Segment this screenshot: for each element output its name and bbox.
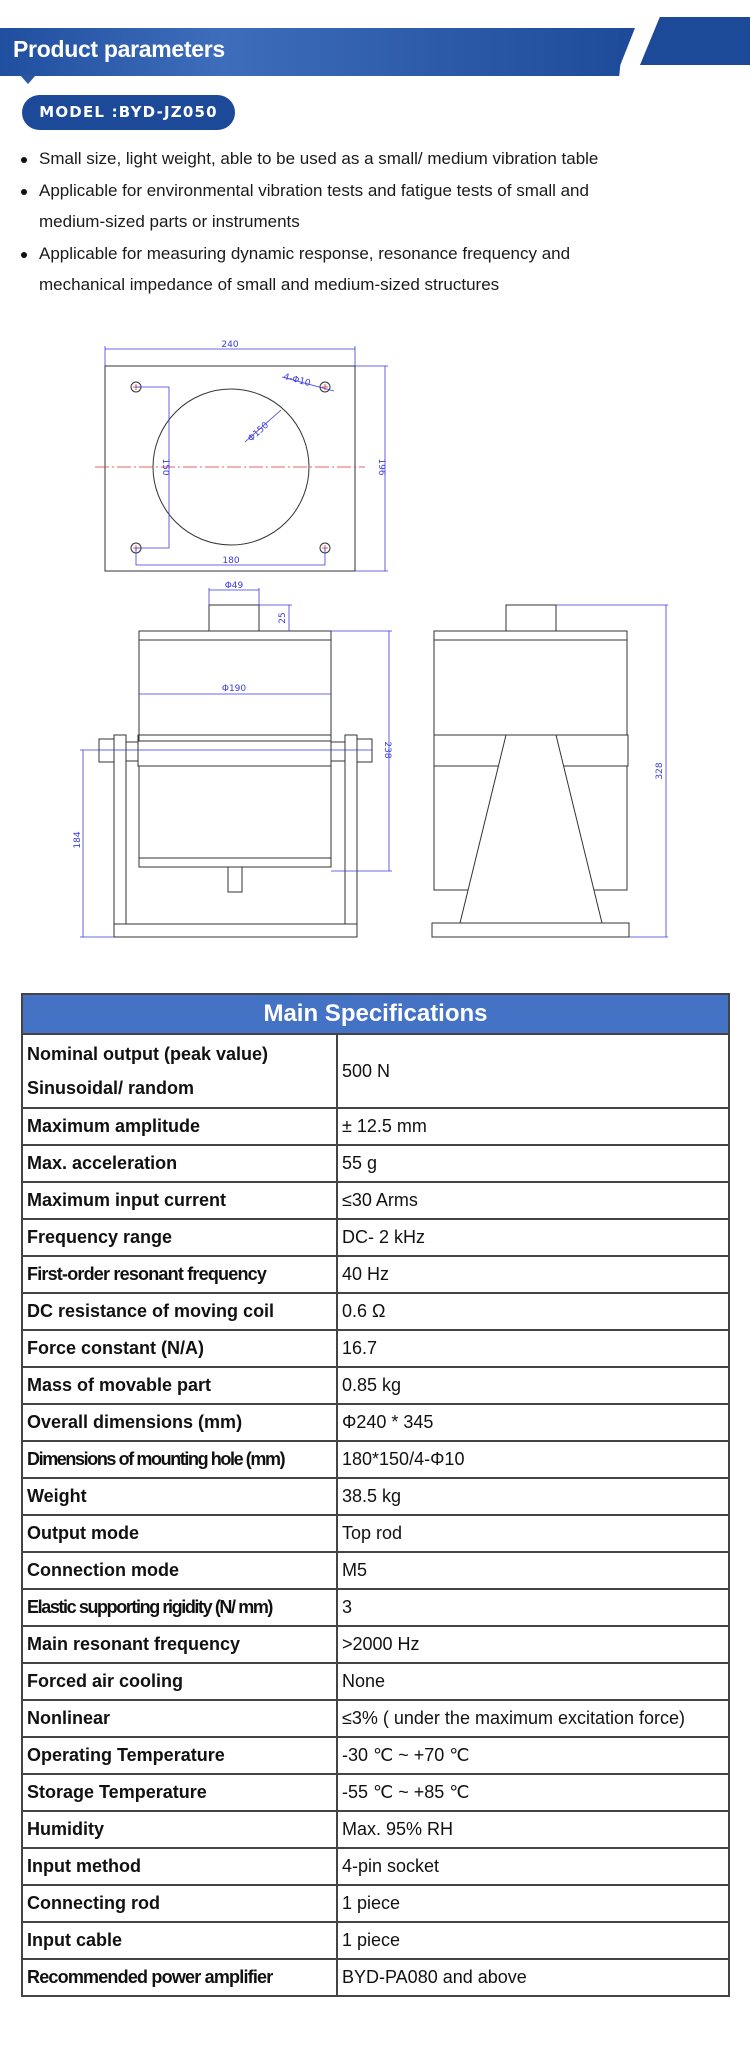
spec-label: Output mode [22,1515,337,1552]
svg-text:240: 240 [221,340,239,350]
spec-label: Mass of movable part [22,1367,337,1404]
table-row [22,1293,729,1330]
table-title: Main Specifications [22,994,729,1034]
table-row [22,1811,729,1848]
spec-label: Connecting rod [22,1885,337,1922]
spec-value: ≤3% ( under the maximum excitation force) [337,1700,729,1737]
table-row [22,1367,729,1404]
spec-label: Nominal output (peak value) Sinusoidal/ random [22,1034,337,1108]
table-row [22,1737,729,1774]
side-view-drawing [432,605,629,937]
table-row [22,1515,729,1552]
spec-label: Operating Temperature [22,1737,337,1774]
spec-value: DC- 2 kHz [337,1219,729,1256]
table-row [22,1034,729,1108]
spec-label: Storage Temperature [22,1774,337,1811]
table-row [22,1145,729,1182]
feature-item: Small size, light weight, able to be used as a small/ medium vibration table [18,143,718,175]
spec-value: 3 [337,1589,729,1626]
svg-text:184: 184 [73,831,83,849]
technical-drawing [0,330,750,950]
svg-text:150: 150 [160,458,170,476]
spec-label: Main resonant frequency [22,1626,337,1663]
svg-text:25: 25 [278,612,288,624]
table-row [22,1959,729,1996]
spec-value: ≤30 Arms [337,1182,729,1219]
spec-value: Φ240 * 345 [337,1404,729,1441]
spec-label: Nonlinear [22,1700,337,1737]
spec-label: Force constant (N/A) [22,1330,337,1367]
table-row [22,1108,729,1145]
spec-value: 0.6 Ω [337,1293,729,1330]
spec-label: Dimensions of mounting hole (mm) [22,1441,337,1478]
svg-text:Φ190: Φ190 [221,684,247,694]
svg-text:328: 328 [655,762,665,780]
table-row [22,1330,729,1367]
svg-text:Φ49: Φ49 [224,581,244,591]
table-row [22,1478,729,1515]
svg-text:196: 196 [376,458,386,476]
spec-label: DC resistance of moving coil [22,1293,337,1330]
table-row [22,1626,729,1663]
spec-value: ± 12.5 mm [337,1108,729,1145]
spec-value: 0.85 kg [337,1367,729,1404]
section-title: Product parameters [13,36,225,62]
spec-value: None [337,1663,729,1700]
feature-list [18,143,718,301]
spec-label: Recommended power amplifier [22,1959,337,1996]
table-row [22,1700,729,1737]
spec-label: Frequency range [22,1219,337,1256]
svg-text:4-Φ10: 4-Φ10 [282,372,312,390]
spec-value: -55 ℃ ~ +85 ℃ [337,1774,729,1811]
table-row [22,1256,729,1293]
front-view-drawing [99,605,372,937]
feature-item: Applicable for environmental vibration tests and fatigue tests of small and medium-sized parts or instruments [18,175,718,238]
spec-label: Humidity [22,1811,337,1848]
spec-value: 500 N [337,1034,729,1108]
spec-value: 180*150/4-Φ10 [337,1441,729,1478]
spec-value: 1 piece [337,1885,729,1922]
spec-value: 16.7 [337,1330,729,1367]
table-row [22,1219,729,1256]
spec-value: Max. 95% RH [337,1811,729,1848]
svg-text:238: 238 [382,741,392,759]
table-row [22,1404,729,1441]
spec-label: Maximum amplitude [22,1108,337,1145]
table-row [22,1552,729,1589]
spec-label: Input method [22,1848,337,1885]
spec-label: Max. acceleration [22,1145,337,1182]
spec-label: Connection mode [22,1552,337,1589]
table-row [22,1663,729,1700]
spec-value: 4-pin socket [337,1848,729,1885]
top-view-drawing [105,366,355,571]
spec-label: First-order resonant frequency [22,1256,337,1293]
feature-item: Applicable for measuring dynamic response, resonance frequency and mechanical impedance of small and medium-sized structures [18,238,718,301]
banner-pointer [20,75,36,84]
spec-value: 55 g [337,1145,729,1182]
svg-text:Φ150: Φ150 [246,420,272,445]
spec-label: Forced air cooling [22,1663,337,1700]
spec-label: Input cable [22,1922,337,1959]
table-row [22,1922,729,1959]
specifications-table [21,993,730,1997]
spec-label: Weight [22,1478,337,1515]
spec-label: Elastic supporting rigidity (N/ mm) [22,1589,337,1626]
spec-value: Top rod [337,1515,729,1552]
table-row [22,1774,729,1811]
svg-text:180: 180 [222,556,240,566]
spec-value: M5 [337,1552,729,1589]
spec-value: 40 Hz [337,1256,729,1293]
table-row [22,1589,729,1626]
banner-right-block [640,17,750,65]
model-badge: MODEL :BYD-JZ050 [22,95,235,130]
table-row [22,1848,729,1885]
table-row [22,1441,729,1478]
spec-value: -30 ℃ ~ +70 ℃ [337,1737,729,1774]
table-row [22,1182,729,1219]
table-row [22,1885,729,1922]
spec-value: 1 piece [337,1922,729,1959]
spec-value: BYD-PA080 and above [337,1959,729,1996]
spec-value: 38.5 kg [337,1478,729,1515]
spec-label: Maximum input current [22,1182,337,1219]
spec-value: >2000 Hz [337,1626,729,1663]
spec-label: Overall dimensions (mm) [22,1404,337,1441]
